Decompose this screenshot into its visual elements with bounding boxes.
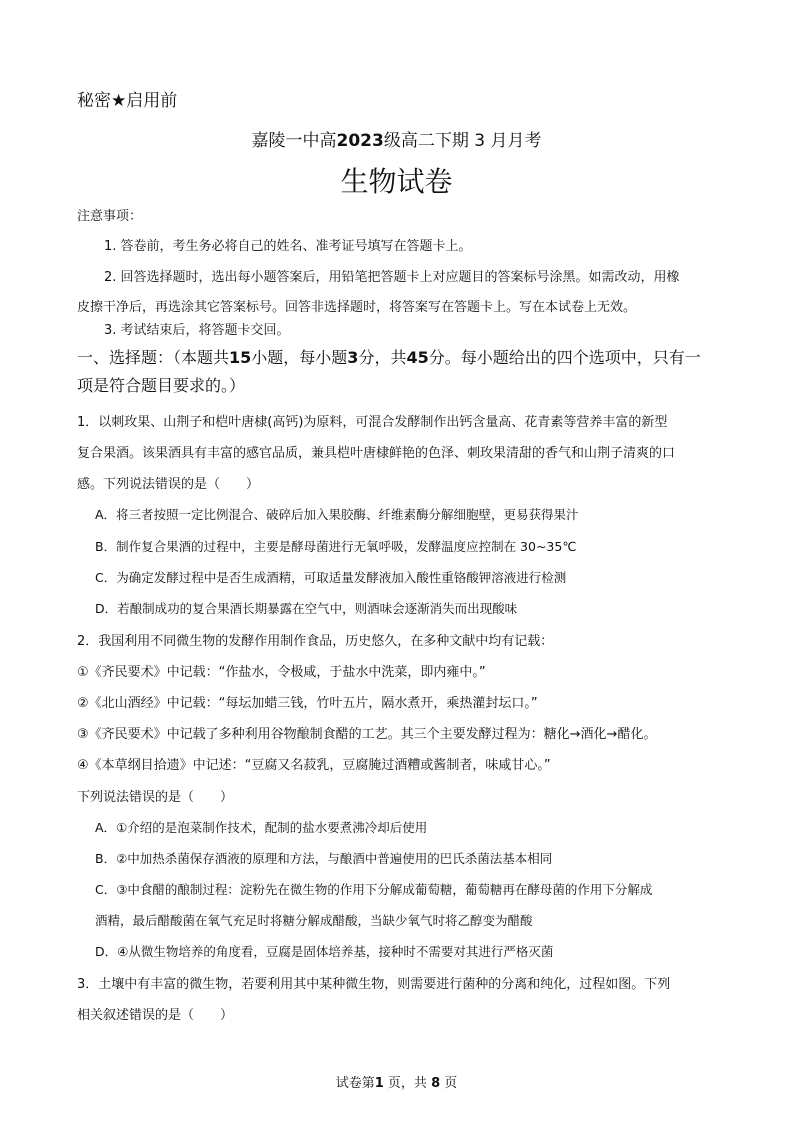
notice-item-3: 3. 考试结束后，将答题卡交回。 (104, 323, 290, 338)
notice-item-1: 1. 答卷前，考生务必将自己的姓名、准考证号填写在答题卡上。 (104, 239, 472, 254)
exam-subject: 生物试卷 (340, 165, 453, 198)
section-1-heading-line-2: 项是符合题目要求的。） (77, 376, 246, 395)
q2-option-c-line-1: C．③中食醋的酿制过程：淀粉先在微生物的作用下分解成葡萄糖，葡萄糖再在酵母菌的作用下分解成 (95, 882, 653, 897)
notice-heading: 注意事项： (77, 209, 143, 224)
q3-stem-line-1: 3．土壤中有丰富的微生物，若要利用其中某种微生物，则需要进行菌种的分离和纯化，过程如图。下列 (77, 977, 671, 992)
q1-option-c: C．为确定发酵过程中是否生成酒精，可取适量发酵液加入酸性重铬酸钾溶液进行检测 (95, 570, 567, 585)
q3-stem-line-2: 相关叙述错误的是（ ） (77, 1008, 234, 1023)
title-post: 月月考 (490, 131, 542, 151)
q2-record-4: ④《本草纲目拾遗》中记述：“豆腐又名菽乳，豆腐腌过酒糟或酱制者，味咸甘心。” (77, 758, 551, 773)
q2-question: 下列说法错误的是（ ） (77, 790, 234, 805)
title-num: 3 (474, 131, 486, 151)
q2-option-c-line-2: 酒精，最后醋酸菌在氧气充足时将糖分解成醋酸，当缺少氧气时将乙醇变为醋酸 (95, 913, 533, 928)
title-year: 2023 (336, 131, 384, 151)
exam-title (0, 126, 793, 151)
q2-option-b: B．②中加热杀菌保存酒液的原理和方法，与酿酒中普遍使用的巴氏杀菌法基本相同 (95, 851, 553, 866)
q1-stem-line-3: 感。下列说法错误的是（ ） (77, 477, 260, 492)
q1-option-b: B．制作复合果酒的过程中，主要是酵母菌进行无氧呼吸，发酵温度应控制在 30~35℃ (95, 539, 577, 554)
q1-option-a: A．将三者按照一定比例混合、破碎后加入果胶酶、纤维素酶分解细胞壁，更易获得果汁 (95, 507, 579, 522)
q1-stem-line-1: 1．以刺玫果、山荆子和桤叶唐棣(高钙)为原料，可混合发酵制作出钙含量高、花青素等营养丰富的新型 (77, 415, 668, 430)
secret-label: 秘密★启用前 (77, 91, 178, 111)
q1-stem-line-2: 复合果酒。该果酒具有丰富的感官品质，兼具桤叶唐棣鲜艳的色泽、刺玫果清甜的香气和山荆子清爽的口 (77, 446, 676, 461)
page-footer: 试卷第1 页，共 8 页 (335, 1076, 458, 1091)
q1-option-d: D．若酿制成功的复合果酒长期暴露在空气中，则酒味会逐渐消失而出现酸味 (95, 601, 518, 616)
notice-item-2-line-1: 2. 回答选择题时，选出每小题答案后，用铅笔把答题卡上对应题目的答案标号涂黑。如需改动，用橡 (104, 270, 680, 285)
notice-item-2-line-2: 皮擦干净后，再选涂其它答案标号。回答非选择题时，将答案写在答题卡上。写在本试卷上无效。 (77, 300, 637, 315)
title-mid: 级高二下期 (383, 131, 469, 151)
q2-stem: 2．我国利用不同微生物的发酵作用制作食品，历史悠久，在多种文献中均有记载： (77, 634, 554, 649)
q2-record-3: ③《齐民要术》中记载了多种利用谷物酿制食醋的工艺。其三个主要发酵过程为：糖化→酒化→醋化。 (77, 727, 657, 742)
q2-option-a: A．①介绍的是泡菜制作技术，配制的盐水要煮沸冷却后使用 (95, 820, 428, 835)
q2-record-1: ①《齐民要术》中记载：“作盐水，令极咸，于盐水中洗菜，即内雍中。” (77, 665, 486, 680)
section-1-heading: 一、选择题：（本题共15小题，每小题3分，共45分。每小题给出的四个选项中，只有一 (77, 348, 701, 367)
q2-record-2: ②《北山酒经》中记载：“每坛加蜡三钱，竹叶五片，隔水煮开，乘热灌封坛口。” (77, 696, 538, 711)
title-pre: 嘉陵一中高 (251, 131, 337, 151)
q2-option-d: D．④从微生物培养的角度看，豆腐是固体培养基，接种时不需要对其进行严格灭菌 (95, 944, 554, 959)
